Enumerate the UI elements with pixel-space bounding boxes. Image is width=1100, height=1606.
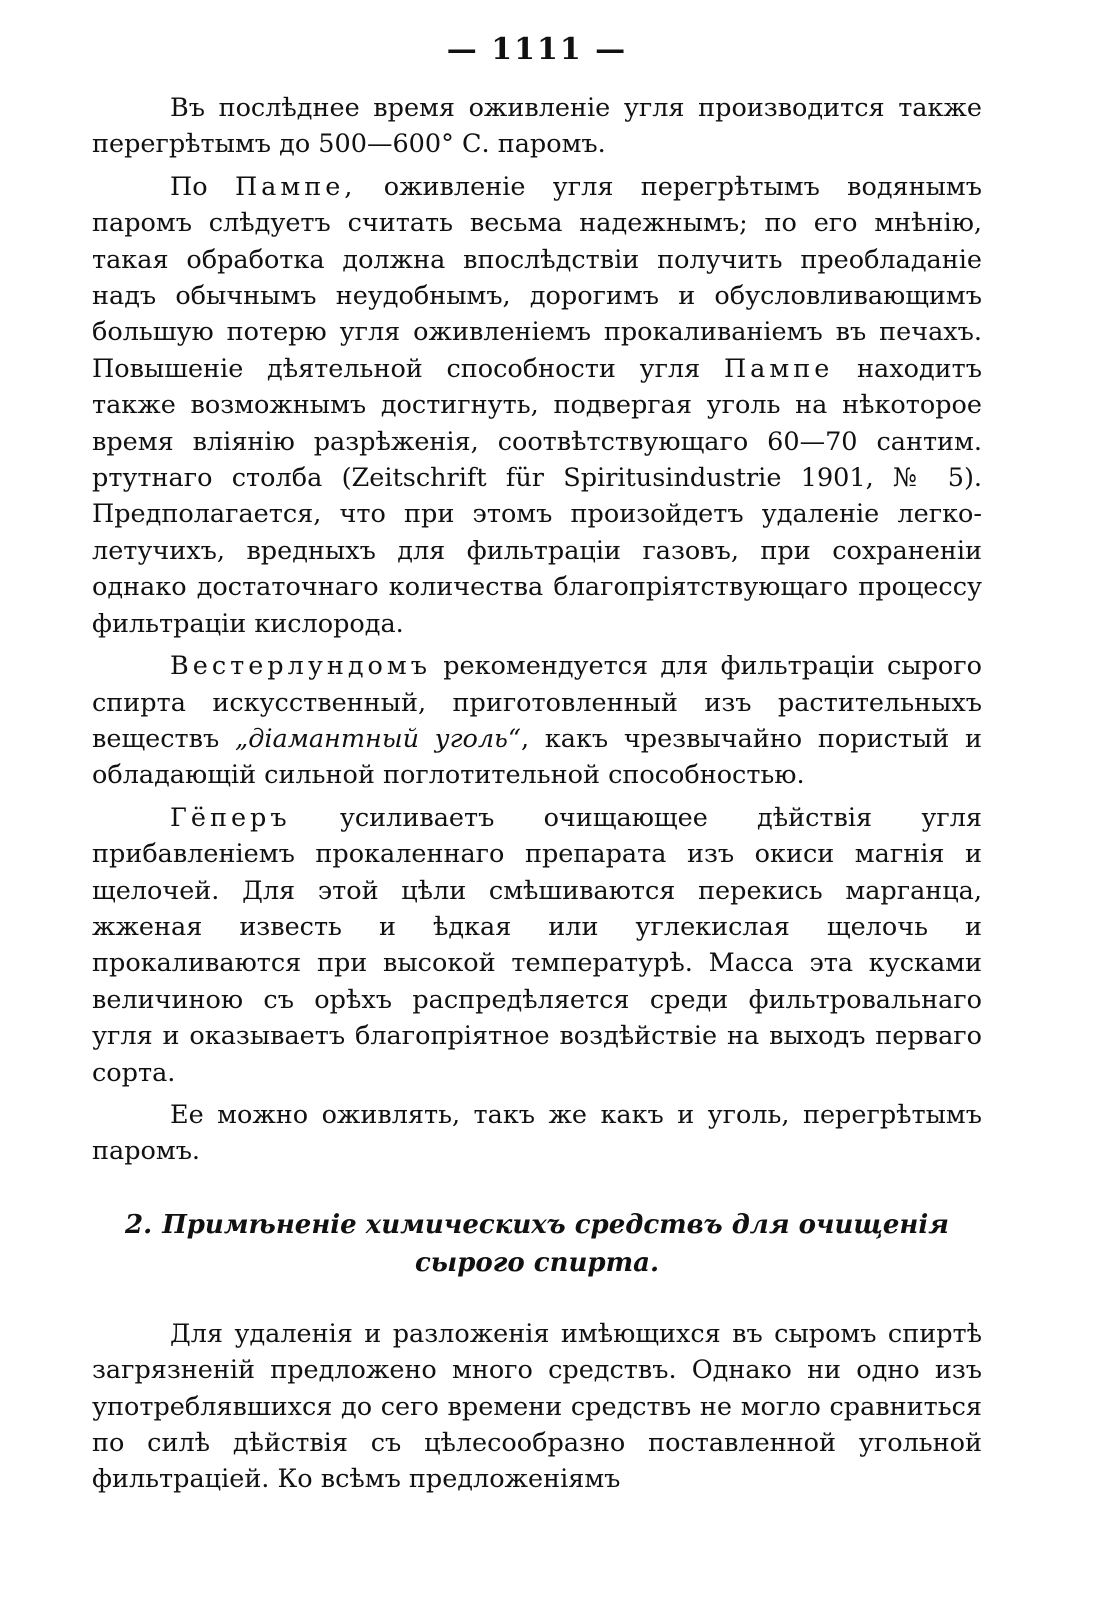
page-number: — 1111 —	[446, 32, 628, 67]
author-name-geper: Гёперъ	[170, 802, 291, 833]
paragraph-4-text: усиливаетъ очищающее дѣйствія угля прибавленіемъ прокаленнаго препарата изъ окиси магнія и щелочей. Для этой цѣли смѣшиваются перекись марганца, жженая известь и ѣдкая или углекислая щелочь и прокаливаются при высокой температурѣ. Масса эта кусками величиною съ орѣхъ распредѣляется среди фильтровальнаго угля и оказываетъ благопріятное воздѣйствіе на выходъ перваго сорта.	[92, 802, 982, 1088]
paragraph-2-prefix: По	[170, 171, 235, 202]
section-heading	[112, 1206, 962, 1282]
paragraph-5-text: Ее можно оживлять, такъ же какъ и уголь, перегрѣтымъ паромъ.	[92, 1099, 982, 1167]
paragraph-3	[92, 648, 982, 794]
author-name-westerlund: Вестерлундомъ	[170, 651, 431, 682]
diamond-coal-term: „діамантный уголь“	[234, 723, 521, 754]
paragraph-2-text-2: находитъ также возможнымъ достигнуть, подвергая уголь на нѣкоторое время вліянію разрѣженія, соотвѣтствующаго 60—70 сантим. ртутнаго столба (Zeitschrift für Spiritusindustrie 1901, № 5). Предполагается, что при этомъ произойдетъ удаленіе легко-летучихъ, вредныхъ для фильтраціи газовъ, при сохраненіи однако достаточнаго количества благопріятствующаго процессу фильтраціи кислорода.	[92, 353, 982, 639]
section-number: 2.	[125, 1209, 153, 1240]
paragraph-3-text: рекомендуется для фильтраціи сырого спирта искусственный, приготовленный изъ растительныхъ веществъ	[92, 651, 982, 754]
paragraph-1	[92, 90, 982, 163]
final-paragraph	[92, 1316, 982, 1498]
final-paragraph-text: Для удаленія и разложенія имѣющихся въ сыромъ спиртѣ загрязненій предложено много средствъ. Однако ни одно изъ употреблявшихся до сего времени средствъ не могло сравниться по силѣ дѣйствія съ цѣлесообразно поставленной угольной фильтраціей. Ко всѣмъ предложеніямъ	[92, 1318, 982, 1495]
section-title: Примѣненіе химическихъ средствъ для очищенія сырого спирта.	[162, 1209, 949, 1278]
paragraph-1-text: Въ послѣднее время оживленіе угля производится также перегрѣтымъ до 500—600° С. паромъ.	[92, 93, 982, 160]
paragraph-2-text: оживленіе угля перегрѣтымъ водянымъ паромъ слѣдуетъ считать весьма надежнымъ; по его мнѣнію, такая обработка должна впослѣдствіи получить преобладаніе надъ обычнымъ неудобнымъ, дорогимъ и обусловливающимъ большую потерю угля оживленіемъ прокаливаніемъ въ печахъ. Повышеніе дѣятельной способности угля	[92, 171, 982, 384]
paragraph-3-text-2: , какъ чрезвычайно пористый и обладающій сильной поглотительной способностью.	[92, 723, 983, 791]
paragraph-4	[92, 800, 982, 1091]
author-name-pampe: Пампе,	[234, 171, 357, 202]
paragraph-2	[92, 169, 982, 642]
author-name-pampe-2: Пампе	[723, 353, 834, 384]
paragraph-5	[92, 1097, 982, 1170]
book-page	[92, 30, 982, 1504]
